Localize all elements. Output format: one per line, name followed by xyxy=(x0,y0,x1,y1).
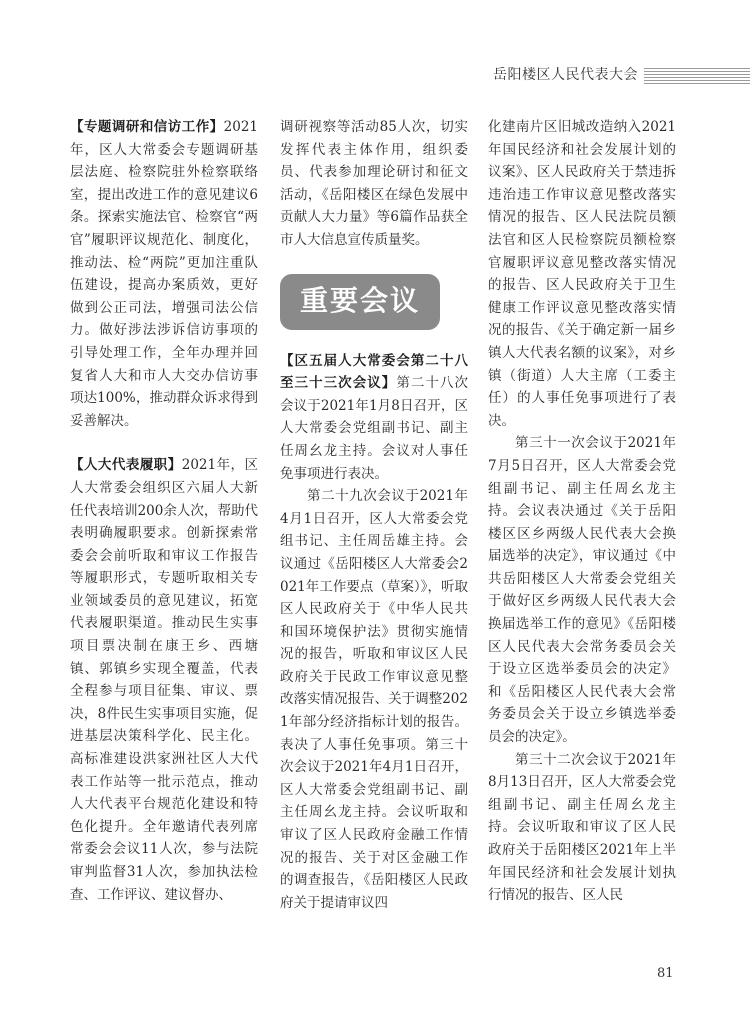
running-header xyxy=(0,62,750,90)
text-column-1 xyxy=(70,116,258,906)
paragraph-body: 2021年，区人大常委会专题调研基层法庭、检察院驻外检察联络室，提出改进工作的意见建议6条。探索实施法官、检察官“两官”履职评议规范化、制度化，推动法、检“两院”更加注重队伍建设，提高办案质效，更好做到公正司法，增强司法公信力。做好涉法涉诉信访事项的引导处理工作，全年办理并回复省人大和市人大交办信访事项达100%，推动群众诉求得到妥善解决。 xyxy=(70,119,258,429)
paragraph-continued: 调研视察等活动85人次，切实发挥代表主体作用，组织委员、代表参加理论研讨和征文活动，《岳阳楼区在绿色发展中贡献人大力量》等6篇作品获全市人大信息宣传质量奖。 xyxy=(280,119,468,248)
paragraph-body: 第二十八次会议于2021年1月8日召开，区人大常委会党组副书记、副主任周幺龙主持。会议对人事任免事项进行表决。 xyxy=(280,375,469,482)
paragraph-meetings xyxy=(280,350,468,486)
text-column-2 xyxy=(280,116,468,914)
header-decorative-rules xyxy=(644,68,750,84)
paragraph-body: 2021年，区人大常委会组织区六届人大新任代表培训200余人次，帮助代表明确履职要求。创新探索常委会会前听取和审议工作报告等履职形式，专题听取相关专业领域委员的意见建议，拓宽代表履职渠道。推动民生实事项目票决制在康王乡、西塘镇、郭镇乡实现全覆盖，代表全程参与项目征集、审议、票决，8件民生实事项目实施，促进基层决策科学化、民主化。高标准建设洪家洲社区人大代表工作站等一批示范点，推动人大代表平台规范化建设和特色化提升。全年邀请代表列席常委会会议11人次，参与法院审判监督31人次，参加执法检查、工作评议、建议督办、 xyxy=(70,457,259,903)
paragraph-meeting-32: 第三十二次会议于2021年8月13日召开，区人大常委会党组副书记、副主任周幺龙主持。会议听取和审议了区人民政府关于岳阳楼区2021年上半年国民经济和社会发展计划执行情况的报告、区人民 xyxy=(488,751,676,904)
paragraph-heading: 【区五届人大常委会第二十八至三十三次会议】 xyxy=(280,352,468,392)
paragraph-meeting-29-30: 第二十九次会议于2021年4月1日召开，区人大常委会党组书记、主任周岳雄主持。会议通过《岳阳楼区人大常委会2021年工作要点（草案）》，听取区人民政府关于《中华人民共和国环境保护法》贯彻实施情况的报告，听取和审议区人民政府关于民政工作审议意见整改落实情况报告、关于调整2021年部分经济指标计划的报告。表决了人事任免事项。第三十次会议于2021年4月1日召开，区人大常委会党组副书记、副主任周幺龙主持。会议听取和审议了区人民政府金融工作情况的报告、关于对区金融工作的调查报告，《岳阳楼区人民政府关于提请审议四 xyxy=(280,488,468,911)
paragraph-heading: 【人大代表履职】 xyxy=(70,457,182,474)
paragraph-heading: 【专题调研和信访工作】 xyxy=(70,119,224,135)
paragraph-continued: 化建南片区旧城改造纳入2021年国民经济和社会发展计划的议案》、区人民政府关于禁违拆违治违工作审议意见整改落实情况的报告、区人民法院员额法官和区人民检察院员额检察官履职评议意见整改落实情况的报告、区人民政府关于卫生健康工作评议意见整改落实情况的报告、《关于确定新一届乡镇人大代表名额的议案》，对乡镇（街道）人大主席（工委主任）的人事任免事项进行了表决。 xyxy=(488,119,676,429)
paragraph-deputy-duties xyxy=(70,454,258,906)
header-title: 岳阳楼区人民代表大会 xyxy=(493,67,638,83)
paragraph-special-research xyxy=(70,116,258,432)
section-title-badge: 重要会议 xyxy=(280,274,440,330)
paragraph-meeting-31: 第三十一次会议于2021年7月5日召开，区人大常委会党组副书记、副主任周幺龙主持。会议表决通过《关于岳阳楼区区乡两级人民代表大会换届选举的决定》，审议通过《中共岳阳楼区人大常委会党组关于做好区乡两级人民代表大会换届选举工作的意见》《岳阳楼区人民代表大会常务委员会关于设立区选举委员会的决定》和《岳阳楼区人民代表大会常务委员会关于设立乡镇选举委员会的决定》。 xyxy=(488,435,676,746)
text-column-3 xyxy=(488,116,676,907)
page-number: 81 xyxy=(657,966,674,981)
